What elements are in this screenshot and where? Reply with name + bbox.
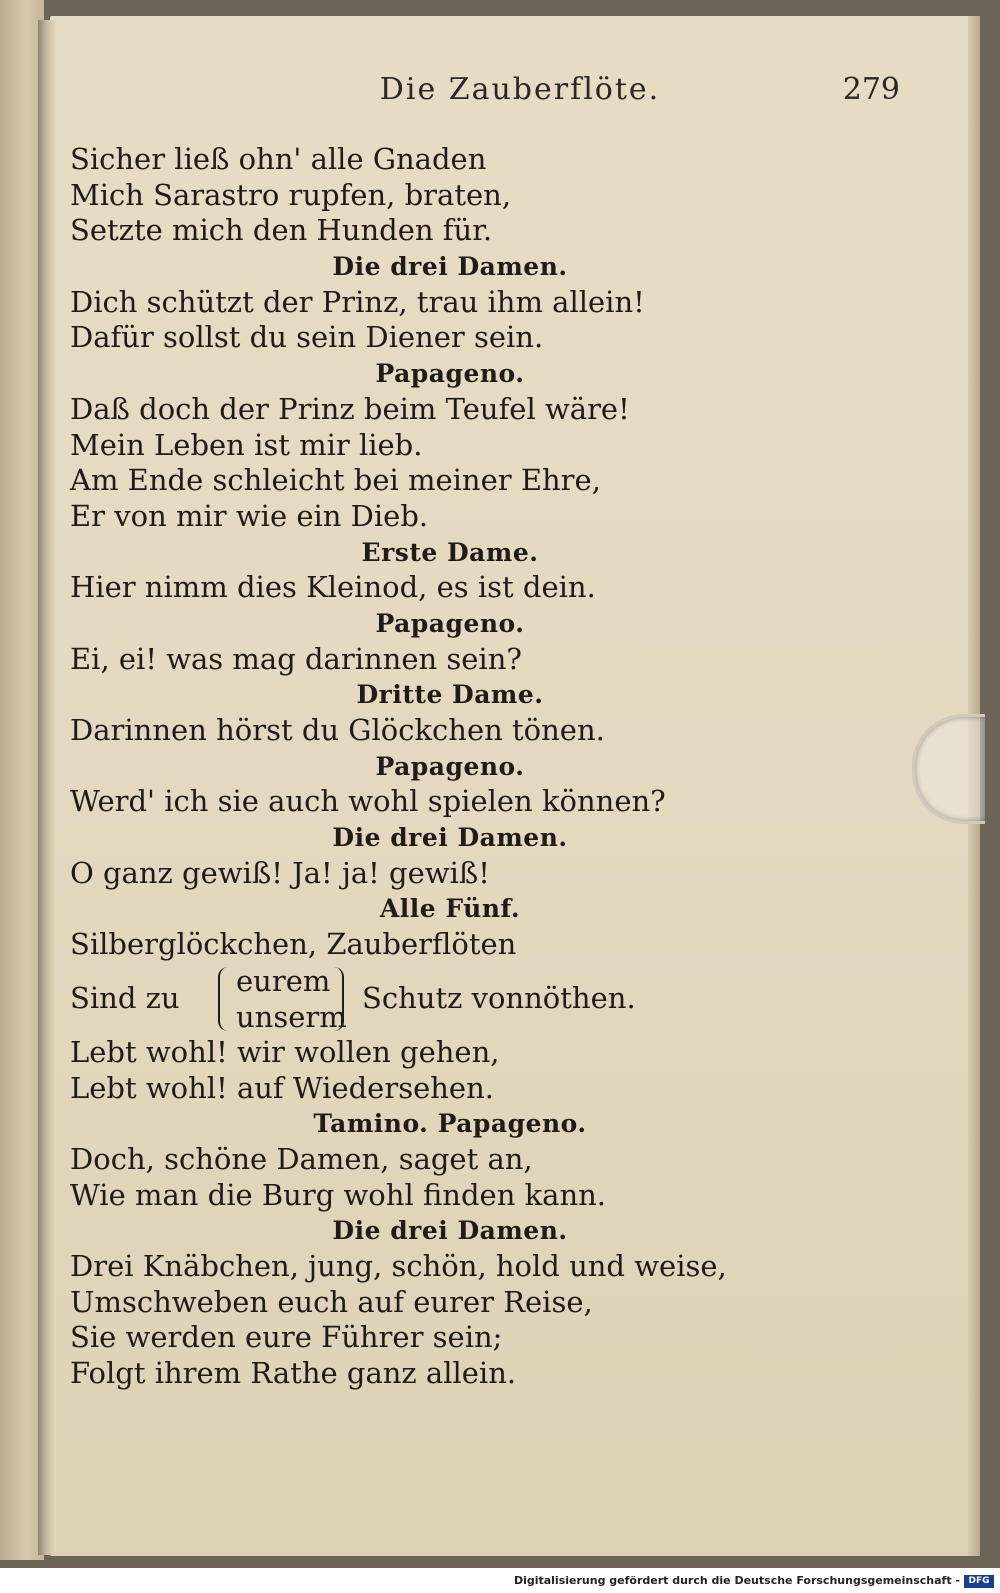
right-brace	[334, 967, 344, 1031]
footer-credit: Digitalisierung gefördert durch die Deutsche Forschungsgemeinschaft -	[513, 1574, 960, 1587]
brace-options	[236, 963, 347, 1035]
verse-line: O ganz gewiß! Ja! ja! gewiß!	[70, 855, 490, 890]
speaker-name: Papageno.	[375, 608, 525, 638]
brace-option-2: unserm	[236, 999, 347, 1034]
page-header	[50, 72, 980, 122]
verse-line: Werd' ich sie auch wohl spielen können?	[70, 784, 666, 819]
brace-trail: Schutz vonnöthen.	[362, 980, 636, 1015]
verse-line: Dafür sollst du sein Diener sein.	[70, 320, 544, 355]
brace-option-1: eurem	[236, 963, 331, 998]
verse-line: Sie werden eure Führer sein;	[70, 1320, 503, 1355]
page-number: 279	[842, 72, 900, 107]
verse-line: Dich schützt der Prinz, trau ihm allein!	[70, 284, 645, 319]
verse-line: Drei Knäbchen, jung, schön, hold und weise,	[70, 1248, 727, 1283]
verse-line: Am Ende schleicht bei meiner Ehre,	[70, 463, 601, 498]
left-brace	[218, 967, 228, 1031]
speaker-name: Tamino. Papageno.	[313, 1109, 587, 1139]
verse-line: Lebt wohl! auf Wiedersehen.	[70, 1070, 494, 1105]
verse-line: Sicher ließ ohn' alle Gnaden	[70, 142, 487, 176]
verse-line: Darinnen hörst du Glöckchen tönen.	[70, 713, 605, 747]
speaker-name: Papageno.	[375, 751, 525, 781]
speaker-name: Papageno.	[375, 359, 525, 389]
verse-line: Doch, schöne Damen, saget an,	[70, 1141, 533, 1176]
verse-line: Umschweben euch auf eurer Reise,	[70, 1284, 593, 1319]
verse-line: Wie man die Burg wohl finden kann.	[70, 1177, 607, 1212]
verse-line: Ei, ei! was mag darinnen sein?	[70, 641, 522, 676]
verse-line: Daß doch der Prinz beim Teufel wäre!	[70, 391, 630, 426]
verse-line: Mich Sarastro rupfen, braten,	[70, 177, 512, 212]
dfg-logo: DFG	[964, 1575, 994, 1588]
speaker-name: Die drei Damen.	[332, 252, 568, 282]
speaker-name: Alle Fünf.	[379, 894, 521, 924]
verse-line: Er von mir wie ein Dieb.	[70, 498, 429, 533]
speaker-name: Erste Dame.	[361, 537, 539, 567]
verse-line: Silberglöckchen, Zauberflöten	[70, 927, 517, 962]
book-gutter	[38, 20, 56, 1555]
digitization-footer	[0, 1572, 1000, 1593]
libretto-text	[70, 142, 930, 1392]
verse-block-2	[70, 1035, 930, 1392]
brace-lead: Sind zu	[70, 980, 180, 1015]
verse-line: Mein Leben ist mir lieb.	[70, 427, 423, 462]
verse-line: Setzte mich den Hunden für.	[70, 213, 493, 248]
speaker-name: Die drei Damen.	[332, 823, 568, 853]
speaker-name: Die drei Damen.	[332, 1216, 568, 1246]
running-title: Die Zauberflöte.	[379, 72, 661, 107]
verse-line: Lebt wohl! wir wollen gehen,	[70, 1034, 500, 1069]
verse-block-1	[70, 142, 930, 963]
verse-line: Hier nimm dies Kleinod, es ist dein.	[70, 570, 596, 605]
brace-line	[70, 963, 930, 1035]
verse-line: Folgt ihrem Rathe ganz allein.	[70, 1356, 517, 1390]
speaker-name: Dritte Dame.	[356, 680, 544, 710]
